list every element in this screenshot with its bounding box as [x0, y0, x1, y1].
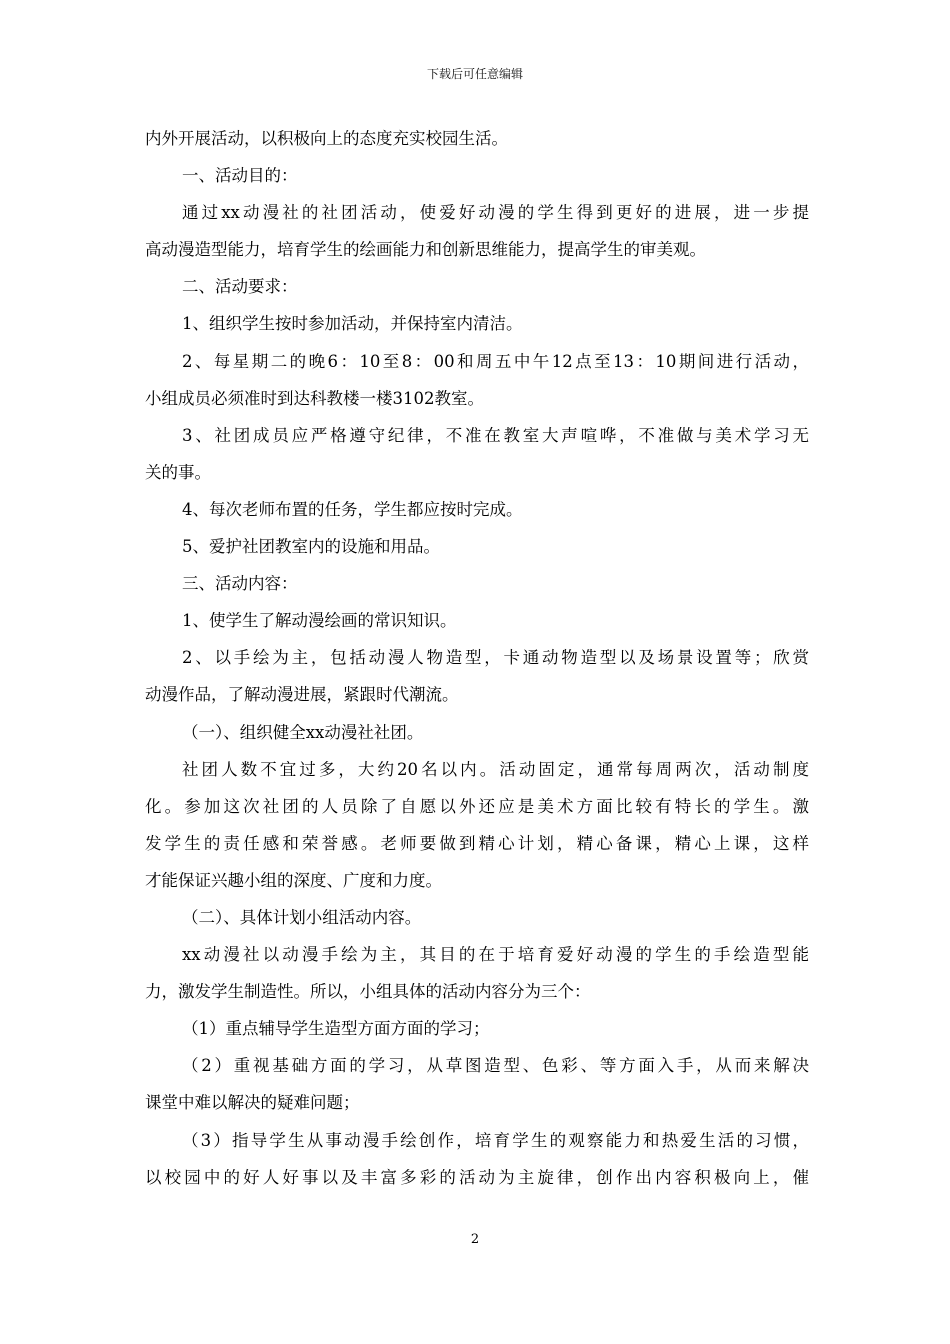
page-number: 2	[470, 1232, 480, 1247]
paragraph-line: 课堂中难以解决的疑难问题；	[145, 1093, 360, 1113]
paragraph-line: 小组成员必须准时到达科教楼一楼3102教室。	[145, 388, 484, 408]
list-item: 5、爱护社团教室内的设施和用品。	[182, 537, 440, 557]
list-item: 1、组织学生按时参加活动，并保持室内清洁。	[182, 314, 523, 334]
paragraph-line: 动漫作品，了解动漫进展，紧跟时代潮流。	[145, 685, 459, 705]
paragraph-line: 才能保证兴趣小组的深度、广度和力度。	[145, 870, 442, 890]
list-item: 3、社团成员应严格遵守纪律，不准在教室大声喧哗，不准做与美术学习无	[182, 425, 809, 445]
page-header: 下载后可任意编辑	[426, 67, 523, 81]
paragraph-line: 发学生的责任感和荣誉感。老师要做到精心计划，精心备课，精心上课，这样	[145, 833, 809, 853]
paragraph-line: 化。参加这次社团的人员除了自愿以外还应是美术方面比较有特长的学生。激	[145, 796, 809, 816]
paragraph-line: xx动漫社以动漫手绘为主，其目的在于培育爱好动漫的学生的手绘造型能	[182, 945, 809, 965]
list-item: （3）指导学生从事动漫手绘创作，培育学生的观察能力和热爱生活的习惯，	[182, 1130, 809, 1150]
subsection-heading: （二）、具体计划小组活动内容。	[182, 907, 422, 927]
paragraph-line: 通过xx动漫社的社团活动，使爱好动漫的学生得到更好的进展，进一步提	[182, 203, 809, 223]
paragraph-line: 内外开展活动，以积极向上的态度充实校园生活。	[145, 129, 508, 148]
paragraph-line: 社团人数不宜过多，大约20名以内。活动固定，通常每周两次，活动制度	[182, 759, 809, 779]
section-heading: 三、活动内容：	[182, 574, 298, 594]
subsection-heading: （一）、组织健全xx动漫社社团。	[182, 722, 424, 742]
list-item: 2、每星期二的晚6：10至8：00和周五中午12点至13：10期间进行活动，	[182, 351, 809, 371]
paragraph-line: 高动漫造型能力，培育学生的绘画能力和创新思维能力，提高学生的审美观。	[145, 240, 706, 260]
list-item: 1、使学生了解动漫绘画的常识知识。	[182, 611, 457, 631]
section-heading: 一、活动目的：	[182, 166, 298, 186]
document-body	[145, 120, 809, 1196]
section-heading: 二、活动要求：	[182, 277, 298, 297]
paragraph-line: 关的事。	[145, 462, 211, 482]
list-item: 4、每次老师布置的任务，学生都应按时完成。	[182, 499, 523, 519]
paragraph-line: 力，激发学生制造性。所以，小组具体的活动内容分为三个：	[145, 982, 591, 1002]
list-item: 2、以手绘为主，包括动漫人物造型，卡通动物造型以及场景设置等；欣赏	[182, 648, 809, 668]
paragraph-line: 以校园中的好人好事以及丰富多彩的活动为主旋律，创作出内容积极向上，催	[145, 1167, 809, 1187]
list-item: （2）重视基础方面的学习，从草图造型、色彩、等方面入手，从而来解决	[182, 1056, 809, 1076]
list-item: （1）重点辅导学生造型方面方面的学习；	[182, 1019, 490, 1039]
